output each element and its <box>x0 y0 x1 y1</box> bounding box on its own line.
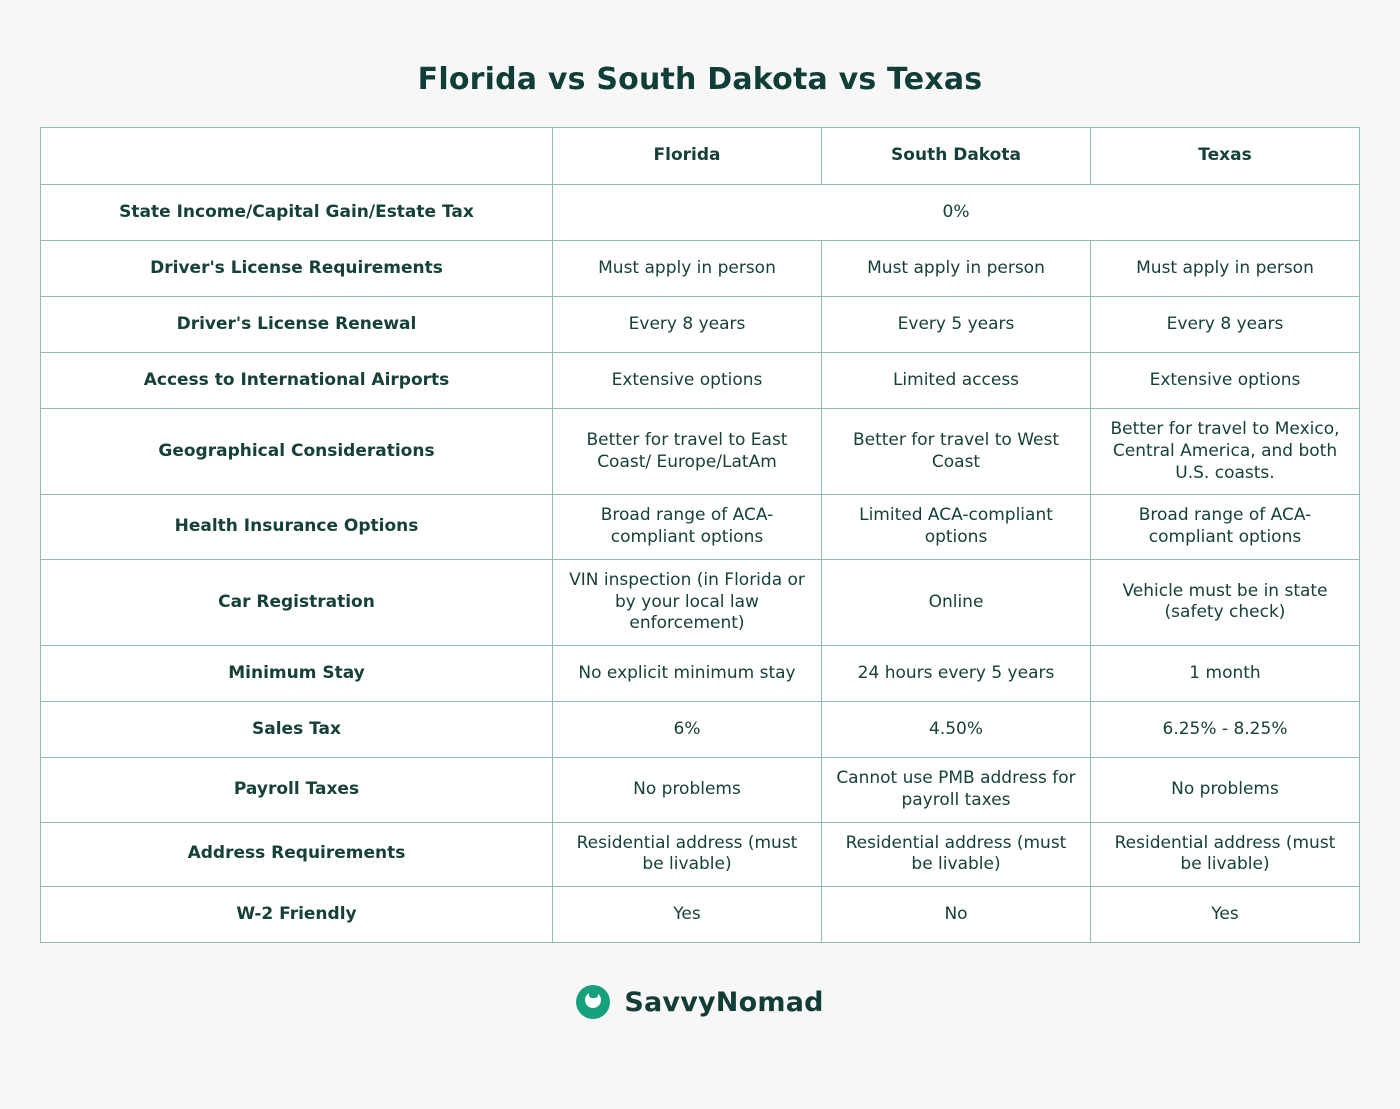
row-value-south-dakota: Online <box>822 559 1091 645</box>
row-label: Address Requirements <box>41 822 553 887</box>
row-value-south-dakota: Residential address (must be livable) <box>822 822 1091 887</box>
row-value-south-dakota: No <box>822 887 1091 943</box>
row-label: Minimum Stay <box>41 646 553 702</box>
row-label: Payroll Taxes <box>41 758 553 823</box>
row-value-texas: Broad range of ACA-compliant options <box>1091 495 1360 560</box>
row-value-texas: No problems <box>1091 758 1360 823</box>
table-row <box>41 297 1360 353</box>
row-value-south-dakota: Every 5 years <box>822 297 1091 353</box>
row-label: Sales Tax <box>41 702 553 758</box>
table-row <box>41 702 1360 758</box>
row-value-florida: Must apply in person <box>553 241 822 297</box>
row-value-south-dakota: Limited access <box>822 353 1091 409</box>
savvynomad-leaf-icon <box>576 985 610 1019</box>
row-label: Access to International Airports <box>41 353 553 409</box>
row-label: Health Insurance Options <box>41 495 553 560</box>
row-value-florida: Broad range of ACA-compliant options <box>553 495 822 560</box>
row-label: Driver's License Renewal <box>41 297 553 353</box>
row-value-texas: Every 8 years <box>1091 297 1360 353</box>
row-value-texas: Better for travel to Mexico, Central America, and both U.S. coasts. <box>1091 409 1360 495</box>
row-value-south-dakota: Cannot use PMB address for payroll taxes <box>822 758 1091 823</box>
row-value-texas: Must apply in person <box>1091 241 1360 297</box>
row-value-florida: VIN inspection (in Florida or by your local law enforcement) <box>553 559 822 645</box>
table-row <box>41 353 1360 409</box>
table-row <box>41 495 1360 560</box>
table-body <box>41 185 1360 943</box>
comparison-table <box>40 127 1360 943</box>
row-value-florida: Extensive options <box>553 353 822 409</box>
brand-name: SavvyNomad <box>624 986 824 1018</box>
table-row <box>41 822 1360 887</box>
row-value-texas: Vehicle must be in state (safety check) <box>1091 559 1360 645</box>
row-value-florida: Yes <box>553 887 822 943</box>
row-label: State Income/Capital Gain/Estate Tax <box>41 185 553 241</box>
table-row <box>41 409 1360 495</box>
column-header-south-dakota: South Dakota <box>822 128 1091 185</box>
table-row <box>41 646 1360 702</box>
page-title: Florida vs South Dakota vs Texas <box>417 62 983 97</box>
row-value-florida: Better for travel to East Coast/ Europe/LatAm <box>553 409 822 495</box>
footer-branding <box>576 985 823 1019</box>
column-header-texas: Texas <box>1091 128 1360 185</box>
row-value-florida: Every 8 years <box>553 297 822 353</box>
column-header-blank <box>41 128 553 185</box>
row-value-texas: 6.25% - 8.25% <box>1091 702 1360 758</box>
row-value-south-dakota: Better for travel to West Coast <box>822 409 1091 495</box>
row-value-all-states: 0% <box>553 185 1360 241</box>
table-header <box>41 128 1360 185</box>
table-row <box>41 241 1360 297</box>
row-value-texas: Yes <box>1091 887 1360 943</box>
row-label: Car Registration <box>41 559 553 645</box>
table-row <box>41 887 1360 943</box>
row-value-texas: 1 month <box>1091 646 1360 702</box>
row-value-south-dakota: 24 hours every 5 years <box>822 646 1091 702</box>
row-value-south-dakota: Must apply in person <box>822 241 1091 297</box>
row-label: W-2 Friendly <box>41 887 553 943</box>
row-value-texas: Residential address (must be livable) <box>1091 822 1360 887</box>
row-value-florida: Residential address (must be livable) <box>553 822 822 887</box>
row-value-florida: No explicit minimum stay <box>553 646 822 702</box>
row-value-south-dakota: 4.50% <box>822 702 1091 758</box>
column-header-florida: Florida <box>553 128 822 185</box>
table-row <box>41 758 1360 823</box>
row-value-texas: Extensive options <box>1091 353 1360 409</box>
row-value-florida: 6% <box>553 702 822 758</box>
table-header-row <box>41 128 1360 185</box>
table-row <box>41 559 1360 645</box>
table-row <box>41 185 1360 241</box>
row-value-south-dakota: Limited ACA-compliant options <box>822 495 1091 560</box>
row-value-florida: No problems <box>553 758 822 823</box>
row-label: Geographical Considerations <box>41 409 553 495</box>
row-label: Driver's License Requirements <box>41 241 553 297</box>
